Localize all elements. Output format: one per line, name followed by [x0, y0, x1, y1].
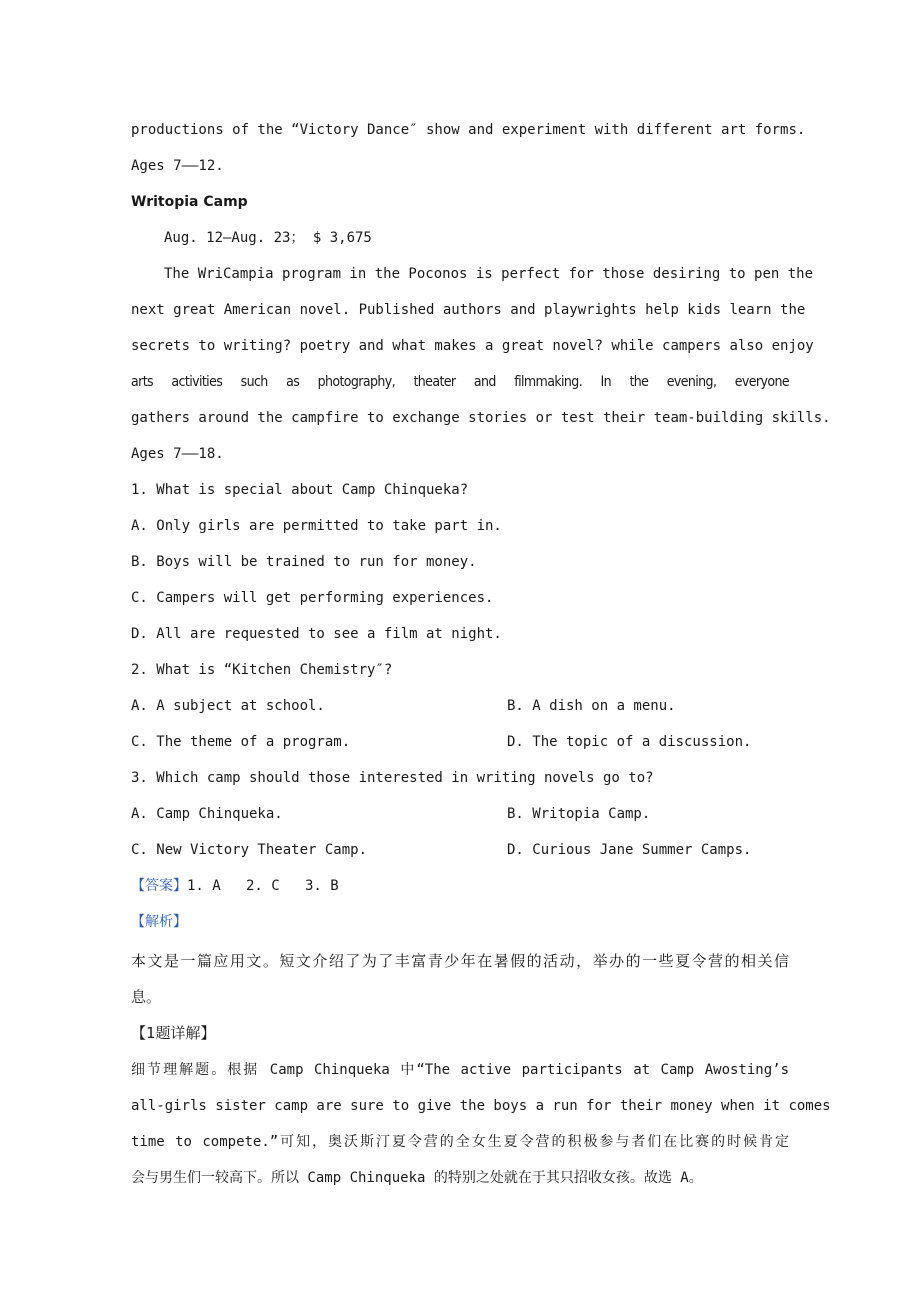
question-2-option-b: B. A dish on a menu. [507, 698, 676, 714]
question-1-stem: 1. What is special about Camp Chinqueka? [131, 482, 469, 498]
answer-values: 1. A 2. C 3. B [187, 878, 339, 894]
analysis-label: 【解析】 [131, 914, 187, 930]
answer-label: 【答案】 [131, 878, 187, 894]
question-3-stem: 3. Which camp should those interested in writing novels go to? [131, 770, 654, 786]
detail-line: time to compete.”可知，奥沃斯汀夏令营的全女生夏令营的积极参与者们在比赛的时候肯定 [131, 1134, 789, 1150]
answer-row [131, 876, 339, 896]
camp-paragraph-line: arts activities such as photography, theater and filmmaking. In the evening, everyone [131, 374, 789, 390]
detail-line: 细节理解题。根据 Camp Chinqueka 中“The active participants at Camp Awosting’s [131, 1062, 789, 1078]
camp-paragraph-line: The WriCampia program in the Poconos is perfect for those desiring to pen the [164, 266, 814, 282]
question-2-option-c: C. The theme of a program. [131, 734, 351, 750]
question-3-option-a: A. Camp Chinqueka. [131, 806, 283, 822]
question-2-option-d: D. The topic of a discussion. [507, 734, 752, 750]
question-1-option-a: A. Only girls are permitted to take part in. [131, 518, 502, 534]
detail-label: 【1题详解】 [131, 1024, 216, 1042]
passage-age-range: Ages 7——12. [131, 158, 224, 174]
analysis-summary-line: 息。 [131, 988, 162, 1006]
camp-dates-price: Aug. 12—Aug. 23； $ 3,675 [164, 230, 372, 246]
detail-line: all-girls sister camp are sure to give the boys a run for their money when it comes [131, 1098, 831, 1114]
camp-paragraph-line: next great American novel. Published authors and playwrights help kids learn the [131, 302, 806, 318]
camp-paragraph-line: secrets to writing? poetry and what makes a great novel? while campers also enjoy [131, 338, 814, 354]
camp-age-range: Ages 7——18. [131, 446, 224, 462]
analysis-summary-line: 本文是一篇应用文。短文介绍了为了丰富青少年在暑假的活动，举办的一些夏令营的相关信 [131, 952, 789, 970]
question-3-option-c: C. New Victory Theater Camp. [131, 842, 368, 858]
question-1-option-d: D. All are requested to see a film at night. [131, 626, 502, 642]
detail-line: 会与男生们一较高下。所以 Camp Chinqueka 的特别之处就在于其只招收女孩。故选 A。 [131, 1170, 703, 1186]
question-1-option-b: B. Boys will be trained to run for money. [131, 554, 477, 570]
question-1-option-c: C. Campers will get performing experiences. [131, 590, 494, 606]
question-2-option-a: A. A subject at school. [131, 698, 325, 714]
passage-tail-line: productions of the “Victory Dance″ show and experiment with different art forms. [131, 122, 806, 138]
camp-title: Writopia Camp [131, 194, 248, 210]
camp-paragraph-line: gathers around the campfire to exchange stories or test their team-building skills. [131, 410, 831, 426]
question-2-stem: 2. What is “Kitchen Chemistry″? [131, 662, 393, 678]
question-3-option-d: D. Curious Jane Summer Camps. [507, 842, 752, 858]
question-3-option-b: B. Writopia Camp. [507, 806, 651, 822]
